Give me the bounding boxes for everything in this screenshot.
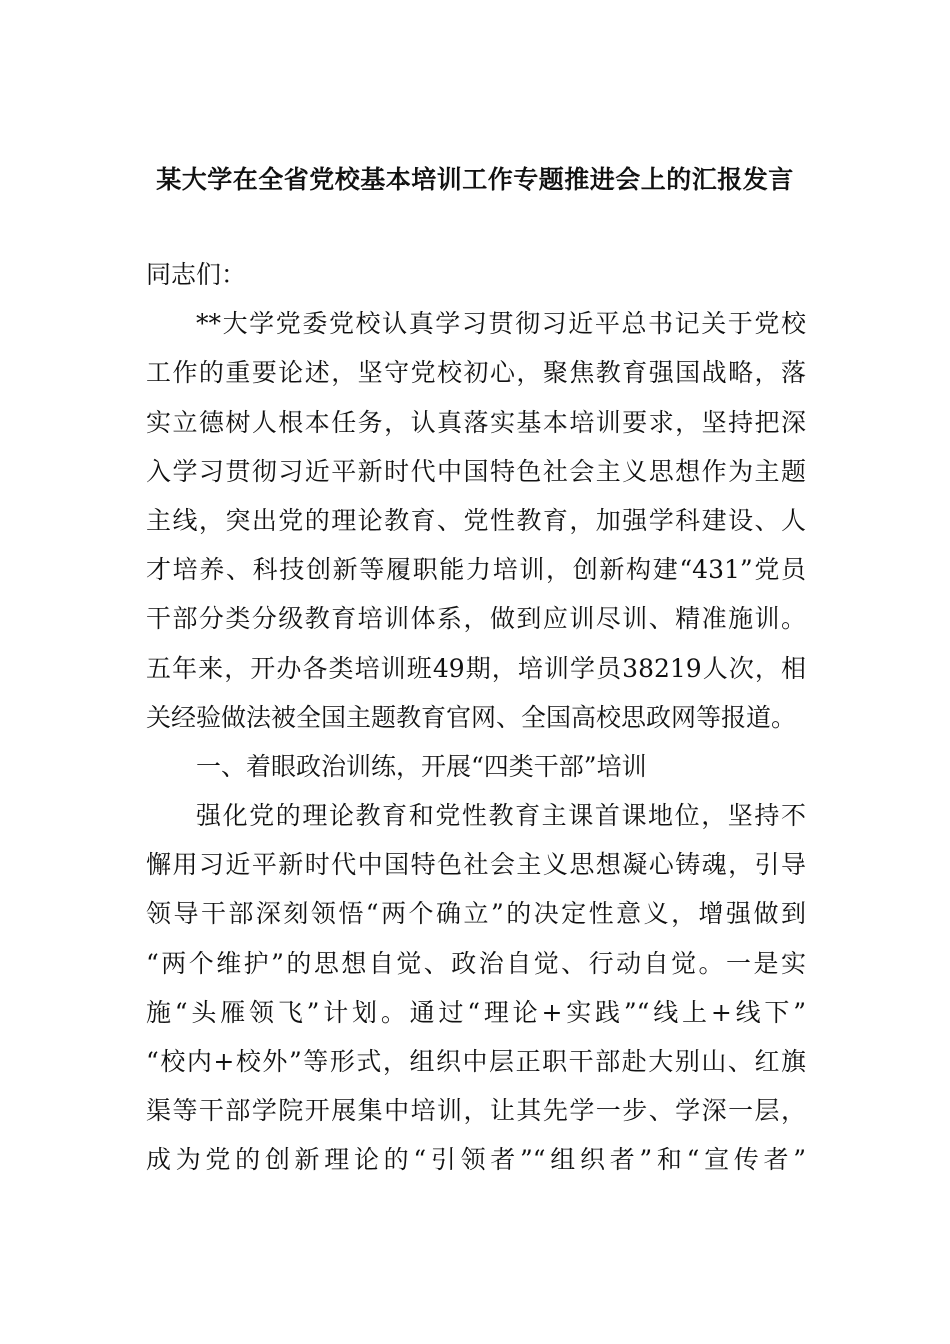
paragraph-line: “校内+校外”等形式，组织中层正职干部赴大别山、红旗 (146, 1047, 806, 1076)
paragraph-line: 实立德树人根本任务，认真落实基本培训要求，坚持把深 (146, 407, 806, 437)
paragraph-line: “两个维护”的思想自觉、政治自觉、行动自觉。一是实 (146, 948, 806, 978)
paragraph-line: 才培养、科技创新等履职能力培训，创新构建“431”党员 (146, 555, 806, 585)
section-heading: 一、着眼政治训练，开展“四类干部”培训 (196, 751, 647, 781)
paragraph-line: 入学习贯彻习近平新时代中国特色社会主义思想作为主题 (146, 456, 806, 486)
paragraph-line: **大学党委党校认真学习贯彻习近平总书记关于党校 (196, 309, 806, 339)
paragraph-line: 工作的重要论述，坚守党校初心，聚焦教育强国战略，落 (146, 358, 806, 388)
paragraph-line: 五年来，开办各类培训班49期，培训学员38219人次，相 (146, 653, 806, 683)
salutation: 同志们： (146, 260, 247, 289)
paragraph-line: 渠等干部学院开展集中培训，让其先学一步、学深一层， (146, 1096, 806, 1126)
paragraph-line: 成为党的创新理论的“引领者”“组织者”和“宣传者” (146, 1145, 806, 1175)
paragraph-line: 关经验做法被全国主题教育官网、全国高校思政网等报道。 (146, 702, 797, 732)
paragraph-line: 干部分类分级教育培训体系，做到应训尽训、精准施训。 (146, 604, 806, 634)
paragraph-line: 施“头雁领飞”计划。通过“理论+实践”“线上+线下” (146, 997, 806, 1027)
paragraph-line: 主线，突出党的理论教育、党性教育，加强学科建设、人 (146, 505, 806, 535)
document-title: 某大学在全省党校基本培训工作专题推进会上的汇报发言 (156, 165, 794, 194)
paragraph-line: 领导干部深刻领悟“两个确立”的决定性意义，增强做到 (146, 899, 806, 929)
paragraph-line: 懈用习近平新时代中国特色社会主义思想凝心铸魂，引导 (146, 850, 806, 880)
paragraph-line: 强化党的理论教育和党性教育主课首课地位，坚持不 (196, 801, 806, 831)
document-body (146, 250, 806, 1185)
